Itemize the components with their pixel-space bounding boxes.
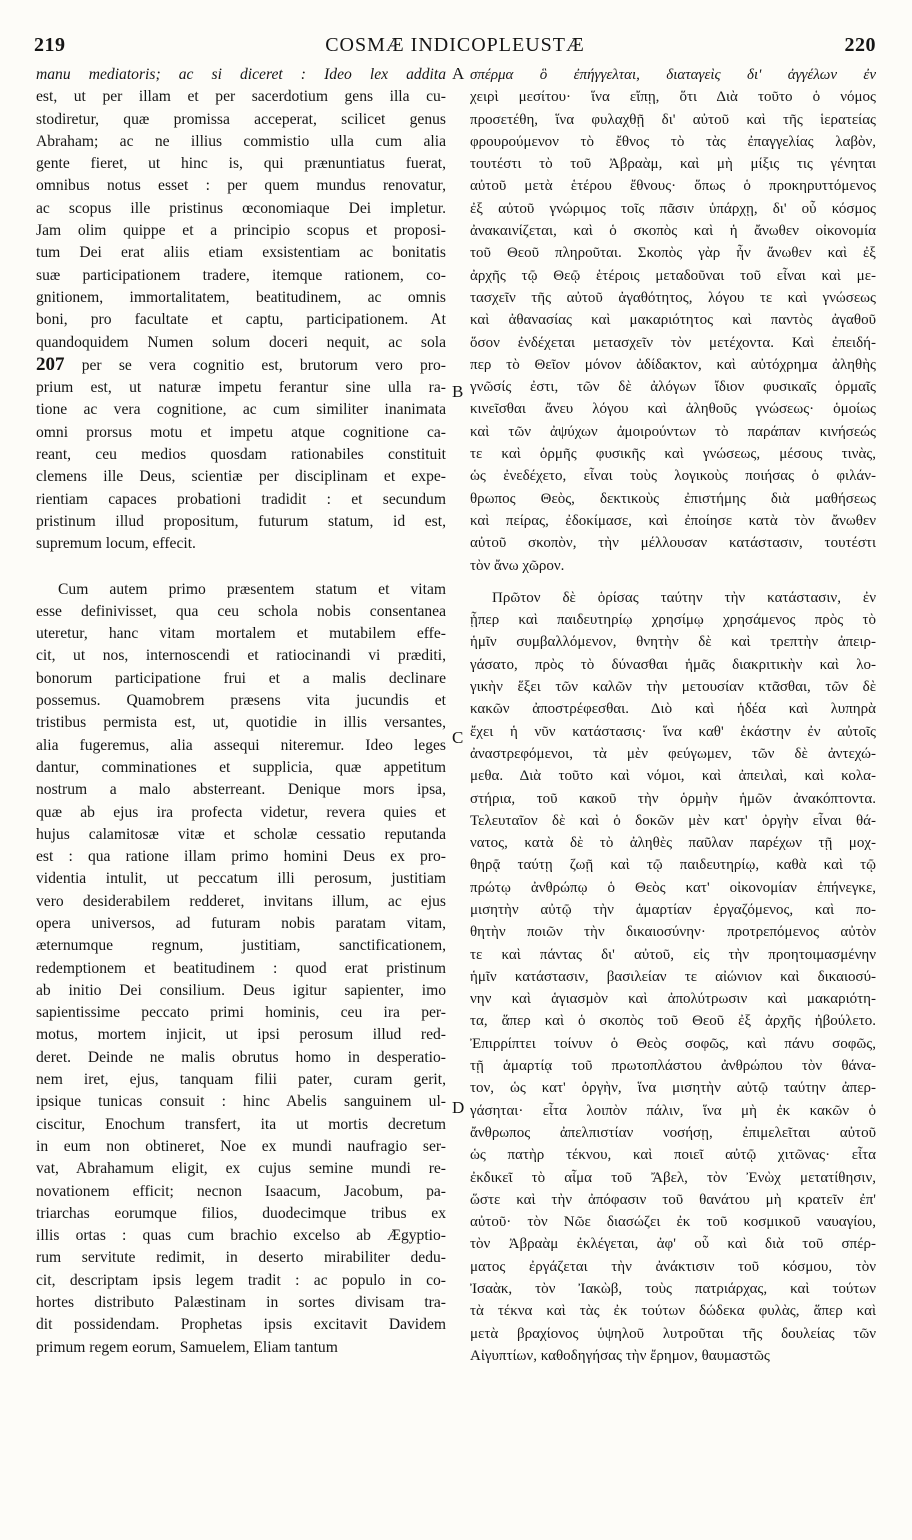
latin-line-text: per se vera cognitio est, brutorum vero pro- <box>81 356 446 374</box>
latin-line: quandoquidem Numen solum doceri nequit, ac sola <box>36 333 446 351</box>
latin-line: triarchas eorumque filios, duodecimque tribus ex <box>36 1204 446 1222</box>
greek-line: σπέρμα ὃ ἐπήγγελται, διαταγεὶς δι' ἀγγέλων ἐν <box>470 67 876 83</box>
margin-marker-a: A <box>452 64 465 83</box>
greek-line: Πρῶτον δὲ ὁρίσας ταύτην τὴν κατάστασιν, ἐν <box>492 589 876 606</box>
latin-line: est, ut per illam et per sacerdotium gens illa cu- <box>36 88 446 106</box>
greek-line: ἔχει ἡ νῦν κατάστασις· ἵνα καθ' ἑκάστην ἐν αὐτοῖς <box>470 723 876 740</box>
latin-line: quæ ab ejus ira profecta videtur, revera quies et <box>36 803 446 821</box>
latin-line: in eum non obtineret, Noe ex mundi naufragio ser- <box>36 1137 446 1155</box>
greek-line: τον, ὡς κατ' ὀργὴν, ἵνα μισητὴν αὐτῷ ταύτην ἀπερ- <box>470 1080 876 1097</box>
latin-line: dantur, comminationes et supplicia, quæ appetitum <box>36 758 446 776</box>
greek-line: μεθα. Διὰ τοῦτο καὶ νόμοι, καὶ ἀπειλαὶ, καὶ κολα- <box>470 768 876 785</box>
latin-line: omni prorsus motu et impetu atque cognitione ca- <box>36 423 446 441</box>
latin-line: deret. Deinde ne malis obrutus homo in desperatio- <box>36 1048 446 1066</box>
greek-line: στήρια, τοῦ κακοῦ τὴν ὁρμὴν ἡμῶν ἀνακόπτοντα. <box>470 790 876 807</box>
greek-line: θητὴν ποιῶν τὴν δικαιοσύνην· προτρεπόμενος αὐτὸν <box>470 924 876 941</box>
latin-line: est : qua ratione illam primo homini Deus ex pro- <box>36 848 446 866</box>
latin-line: novationem efficit; necnon Isaacum, Jacobum, pa- <box>36 1182 446 1200</box>
latin-line: Cum autem primo præsentem statum et vitam <box>58 580 446 598</box>
running-title: COSMÆ INDICOPLEUSTÆ <box>325 34 585 56</box>
greek-line: μισητὴν αὐτῷ τὴν ἁμαρτίαν ἐργαζόμενος, καὶ πο- <box>470 901 876 918</box>
greek-line: τοῦ Θεοῦ πληροῦται. Σκοπὸς γὰρ ἦν ἄνωθεν καὶ ἐξ <box>470 245 876 262</box>
greek-line: κινεῖσθαι ἄνευ λόγου καὶ ἀληθοῦς γνώσεως· ὁμοίως <box>470 401 876 418</box>
latin-line: gnitionem, immortalitatem, beatitudinem, ac omnis <box>36 288 446 306</box>
greek-line: χειρὶ μεσίτου· ἵνα εἴπῃ, ὅτι Διὰ τοῦτο ὁ νόμος <box>470 89 876 106</box>
latin-line: Abraham; ac ne illius commistio ulla cum alia <box>36 132 446 150</box>
greek-line: θηρᾷ ταύτῃ ζωῇ καὶ τῷ παιδευτηρίῳ, καθὰ καὶ τῷ <box>470 857 876 874</box>
greek-line: ὡς ἐνεδέχετο, εἶναι τοὺς λογικοὺς ποιήσας ὁ φιλάν- <box>470 468 876 485</box>
greek-line: ἐξ αὐτοῦ γνώριμος τοῖς πᾶσιν ὑπάρχῃ, δι' οὗ κόσμος <box>470 200 876 217</box>
latin-line: æternumque regnum, justitiam, sanctificationem, <box>36 937 446 955</box>
latin-line: tione ac vera cognitione, ac cum similiter inanimata <box>36 401 446 419</box>
margin-marker-c: C <box>452 728 464 747</box>
latin-line: ciscitur, Enochum transfert, ita ut mortis decretum <box>36 1115 446 1133</box>
latin-line: manu mediatoris; ac si diceret : Ideo lex addita <box>36 66 446 83</box>
greek-line: μετὰ βραχίονος ὑψηλοῦ λυτροῦται τῆς δουλείας τῶν <box>470 1325 876 1342</box>
inline-column-number: 207 <box>36 353 65 375</box>
latin-line: tristibus permista est, ut, quotidie in illis versantes, <box>36 714 446 732</box>
greek-line: ἀνακαινίζεται, καὶ ὁ σκοπὸς καὶ ἡ ἄνωθεν οἰκονομία <box>470 223 876 240</box>
greek-line: Τελευταῖον δὲ καὶ ὁ δοκῶν μὲν κατ' ὀργὴν εἶναι θά- <box>470 812 876 829</box>
latin-line: cit, descriptam ipsis legem tradit : ac populo in co- <box>36 1271 446 1289</box>
latin-line: alia fugeremus, alia assequi niteremur. Ideo leges <box>36 736 446 754</box>
greek-line: γάσηται· εἶτα λοιπὸν πάλιν, ἵνα μὴ ἐκ κακῶν ὁ <box>470 1102 876 1119</box>
margin-marker-b: B <box>452 382 464 401</box>
latin-line: motus, mortem injicit, ut ipsi perosum illud red- <box>36 1026 446 1044</box>
latin-line: nem iret, ejus, tanquam filii pater, curam gerit, <box>36 1071 446 1089</box>
greek-line: τὸν ἄνω χῶρον. <box>470 557 565 574</box>
greek-line: τασχεῖν τῆς αὐτοῦ ἀγαθότητος, λόγου τε καὶ γνώσεως <box>470 289 876 306</box>
latin-line: sapientissime peccato primi hominis, ceu ira per- <box>36 1004 446 1022</box>
greek-line: αὐτοῦ μετὰ ἑτέρου ἔθνους· ὅπως ὁ προκηρυττόμενος <box>470 178 876 195</box>
latin-line: clemens ille Deus, scientiæ per disciplinam et expe- <box>36 468 446 486</box>
greek-line: ὥστε καὶ τὴν ἀπόφασιν τοῦ θανάτου μὴ κρατεῖν ἐπ' <box>470 1191 876 1208</box>
latin-line: supremum locum, effecit. <box>36 535 196 553</box>
latin-line: opera universos, ad futuram nobis paratam vitam, <box>36 914 446 932</box>
latin-line: esse definivisset, qua ceu schola nobis consentanea <box>36 602 446 620</box>
latin-line: tum Dei erat aliis etiam exsistentiam ac bonitatis <box>36 244 446 262</box>
greek-line: ἀναστρεφόμενοι, τὰ μὲν φεύγωμεν, τῶν δὲ ἀντεχώ- <box>470 745 876 762</box>
greek-line: θρωπος Θεὸς, δεκτικοὺς ἐπιστήμης διὰ μαθήσεως <box>470 490 876 507</box>
latin-line: rum servitute redimit, in deserto mirabiliter dedu- <box>36 1249 446 1267</box>
latin-line: ipsique tunicas consuit : hinc Abelis sanguinem ul- <box>36 1093 446 1111</box>
latin-line: gente fieret, ut hinc is, qui prænuntiatus fuerat, <box>36 155 446 173</box>
greek-line: καὶ πείρας, ἐδοκίμασε, καὶ ἐποίησε κατὰ τὸν ἄνωθεν <box>470 512 876 529</box>
greek-line: καὶ τῶν ἀψύχων ἀμοιρούντων τὸ παράπαν κινήσεώς <box>470 423 876 440</box>
page-number-left: 219 <box>34 34 66 56</box>
greek-line: καὶ ἀθανασίας καὶ μακαριότητος καὶ παντὸς ἀγαθοῦ <box>470 312 876 329</box>
latin-line: Jam olim quippe et a principio scopus et proposi- <box>36 222 446 240</box>
greek-line: ματος ἐργάζεται τὴν ἀνάκτισιν τοῦ κόσμου, τὸν <box>470 1258 876 1275</box>
latin-line: uteretur, hanc vitam mortalem et mutabilem effe- <box>36 625 446 643</box>
greek-line: περ τὸ Θεῖον μόνον ἀδίδακτον, καὶ αὐτόχρημα ἀληθὴς <box>470 356 876 373</box>
latin-line: suæ participationem tradere, itemque rationem, co- <box>36 266 446 284</box>
latin-line: omnibus notus esset : per quem mundus renovatur, <box>36 177 446 195</box>
latin-line: nostrum a malo absterreant. Denique mors ipsa, <box>36 781 446 799</box>
latin-line: redemptionem et beatitudinem : quod erat pristinum <box>36 959 446 977</box>
latin-line: stodiretur, quæ promissa acceperat, scilicet genus <box>36 110 446 128</box>
greek-line: Ἐπιρρίπτει τοίνυν ὁ Θεὸς σοφῶς, καὶ πάνυ σοφῶς, <box>470 1035 876 1052</box>
latin-line: rientiam capaces probationi tradidit : et secundum <box>36 490 446 508</box>
greek-line: κακῶν ἀποστρέφεσθαι. Διὸ καὶ ἡδέα καὶ λυπηρὰ <box>470 701 876 718</box>
greek-line: τὰ τέκνα καὶ τὰς ἐκ τούτων δώδεκα φυλὰς, ἅπερ καὶ <box>470 1303 876 1320</box>
greek-line: Αἰγυπτίων, καθοδηγήσας τὴν ἔρημον, θαυμαστῶς <box>470 1347 770 1364</box>
paragraph-gap <box>470 577 876 587</box>
latin-line: primum regem eorum, Samuelem, Eliam tantum <box>36 1338 338 1356</box>
greek-line: τα, ἅπερ καὶ ὁ σκοπὸς τοῦ Θεοῦ ἐξ ἀρχῆς ἠβούλετο. <box>470 1013 876 1030</box>
latin-line: bonorum participatione frui et a malis declinare <box>36 669 446 687</box>
latin-line: illis ortas : quas cum brachio excelso ab Ægyptio- <box>36 1227 446 1245</box>
latin-line: vero desiderabilem redderet, invitans illum, ac ejus <box>36 892 446 910</box>
greek-line: ἐκδικεῖ τὸ αἷμα τοῦ Ἄβελ, τὸν Ἐνὼχ μετατίθησιν, <box>470 1169 876 1186</box>
greek-line: τὸν Ἀβραὰμ ἐκλέγεται, ἀφ' οὗ καὶ διὰ τοῦ σπέρ- <box>470 1236 876 1253</box>
greek-line: πρώτῳ ἀνθρώπῳ ὁ Θεὸς κατ' οἰκονομίαν ἐπήνεγκε, <box>470 879 876 896</box>
greek-line: προσετέθη, ἵνα φυλαχθῇ δι' αὐτοῦ καὶ τῆς ἱερατείας <box>470 111 876 128</box>
latin-line: ab initio Dei consilium. Deus igitur sapienter, imo <box>36 981 446 999</box>
latin-line: hortes distributo Palæstinam in sortes divisam tra- <box>36 1294 446 1312</box>
greek-line: γνῶσίς ἐστι, τῶν δὲ ἀλόγων ἴδιον φυσικαῖς ὁρμαῖς <box>470 379 876 396</box>
latin-line: ac scopus ille pristinus œconomiaque Dei impletur. <box>36 199 446 217</box>
latin-line: pristinum illud propositum, futurum statum, id est, <box>36 512 446 530</box>
greek-line: τῇ ἁμαρτίᾳ τοῦ πρωτοπλάστου ἀνθρώπου τὸν θάνα- <box>470 1058 876 1075</box>
greek-line: ὅσον ἐνδέχεται μετασχεῖν τὸν μετέχοντα. Καὶ ἐπειδή- <box>470 334 876 351</box>
greek-line: τε καὶ ὁρμῆς φυσικῆς καὶ γνώσεως, μέσους τινὰς, <box>470 446 876 463</box>
latin-line: reant, ceu medios quosdam rationabiles constituit <box>36 446 446 464</box>
greek-line: γάσατο, πρὸς τὸ δύνασθαι ἡμᾶς διακριτικὴν καὶ λο- <box>470 656 876 673</box>
greek-line: τε καὶ πάντας δι' αὐτοῦ, εἰς τὴν προητοιμασμένην <box>470 946 876 963</box>
latin-line: vat, Abrahamum eligit, ex cujus semine mundi re- <box>36 1160 446 1178</box>
greek-line: νην καὶ ἁγιασμὸν καὶ ἀπολύτρωσιν καὶ μακαριότη- <box>470 991 876 1008</box>
paragraph-gap <box>36 556 446 579</box>
greek-line: ἀρχῆς τῷ Θεῷ ἑτέροις μεταδοῦναι τοῦ εἶναι καὶ με- <box>470 267 876 284</box>
latin-line: prium est, ut naturæ impetu ferantur sine ulla ra- <box>36 379 446 397</box>
greek-line: ᾗπερ καὶ παιδευτηρίῳ χρησίμῳ χρησάμενος πρὸς τὸ <box>470 612 876 629</box>
greek-line: ἡμῖν συμβαλλόμενον, θνητὴν δὲ καὶ τρεπτὴν ἀπειρ- <box>470 634 876 651</box>
latin-line-with-column-number <box>36 354 446 377</box>
greek-line: αὐτοῦ· τὸν Νῶε διασώζει ἐκ τοῦ κοσμικοῦ ναυαγίου, <box>470 1214 876 1231</box>
greek-line: νατος, κατὰ δὲ τὸ ἀληθὲς παῦλαν παρέχων τῇ μοχ- <box>470 835 876 852</box>
latin-line: boni, pro facultate et captu, participationem. At <box>36 311 446 329</box>
latin-line: videntia intulit, ut peccatum illi perosum, justitiam <box>36 870 446 888</box>
latin-line: hujus calamitosæ vitæ et scholæ cessatio reputanda <box>36 825 446 843</box>
margin-marker-d: D <box>452 1098 465 1117</box>
greek-line: γικὴν ἕξει τῶν καλῶν τὴν μετουσίαν κτᾶσθαι, τῶν δὲ <box>470 679 876 696</box>
greek-column <box>470 64 876 1367</box>
latin-line: possemus. Quamobrem præsens vita jucundis et <box>36 692 446 710</box>
greek-line: ἄνθρωπος ἀπελπιστίαν νοσήσῃ, ἐπιμελεῖται αὐτοῦ <box>470 1124 876 1141</box>
page-number-right: 220 <box>844 34 876 56</box>
greek-line: ἡμῖν κατάστασιν, βασιλείαν τε αἰώνιον καὶ δικαιοσύ- <box>470 968 876 985</box>
latin-line: cit, ut nos, internoscendi et ratiocinandi vi præditi, <box>36 647 446 665</box>
greek-line: Ἰσαὰκ, τὸν Ἰακὼβ, τοὺς πατριάρχας, καὶ τούτων <box>470 1281 876 1298</box>
page-header <box>34 34 876 68</box>
latin-column <box>36 64 446 1359</box>
greek-line: ὡς πατὴρ τέκνου, καὶ ποιεῖ αὐτῷ χιτῶνας· εἶτα <box>470 1147 876 1164</box>
latin-line: dit possidendam. Prophetas ipsis excitavit Davidem <box>36 1316 446 1334</box>
greek-line: αὐτοῦ σκοπὸν, τὴν μέλλουσαν κατάστασιν, τουτέστι <box>470 535 876 552</box>
greek-line: τουτέστι τὸ τοῦ Ἀβραὰμ, καὶ μὴ μίξις τις γένηται <box>470 156 876 173</box>
greek-line: φρουρούμενον τὸ ἔθνος τὸ τὰς ἐπαγγελίας λαβὸν, <box>470 133 876 150</box>
